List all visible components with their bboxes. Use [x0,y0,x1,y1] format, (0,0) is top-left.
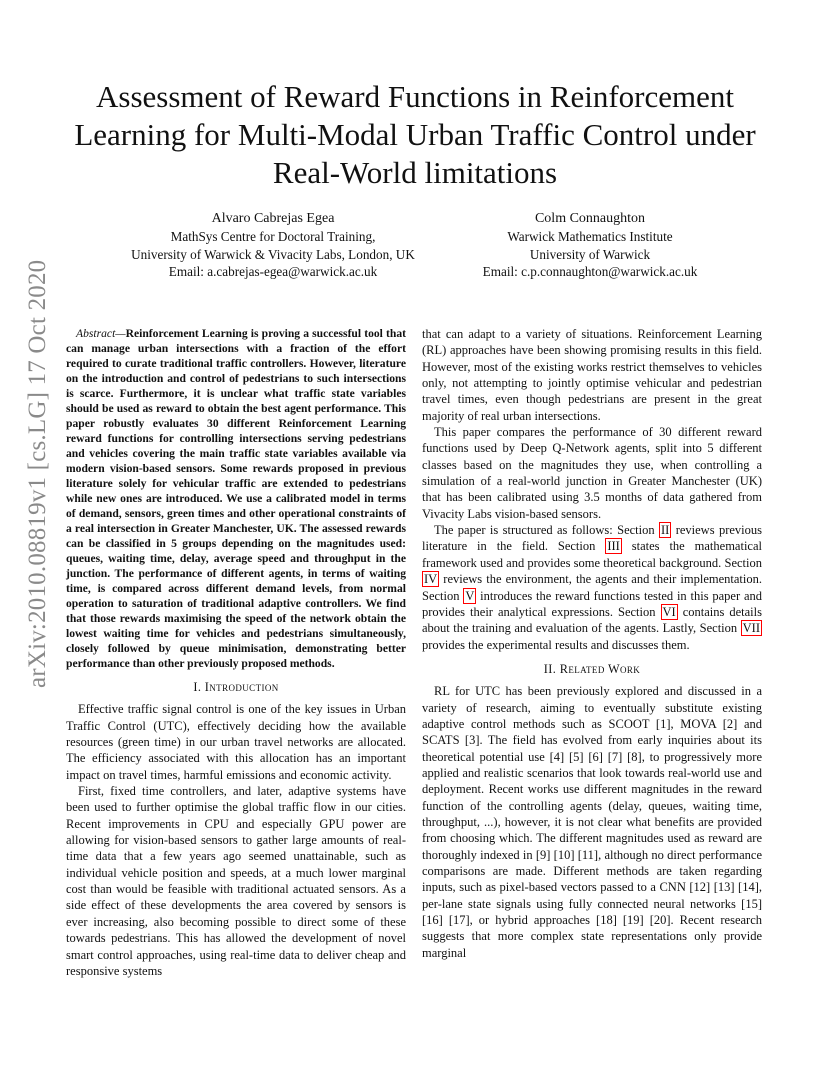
author-name: Colm Connaughton [534,211,646,226]
paper-title: Assessment of Reward Functions in Reinforcement Learning for Multi-Modal Urban Traffic Control under Real-World limitations [74,79,756,190]
intro-paragraph: This paper compares the performance of 30 different reward functions used by Deep Q-Network agents, split into 5 different classes based on the magnitudes they use, when controlling a simulation of a real-world junction in Greater Manchester (UK) that has been calibrated using 3.5 months of data gathered from Vivacity Labs vision-based sensors. [422,425,762,521]
paragraph-text: introduces the reward functions tested in this paper and provides their analytical expressions. Section [422,588,762,619]
paragraph-text: reviews the environment, the agents and their implementation. Section [422,572,762,603]
paragraph-text: provides the experimental results and discusses them. [422,637,690,652]
abstract-heading: Abstract— [76,327,126,340]
arxiv-stamp-text: arXiv:2010.08819v1 [cs.LG] 17 Oct 2020 [24,259,51,688]
author-email: Email: a.cabrejas-egea@warwick.ac.uk [168,264,378,279]
abstract [66,326,406,671]
section-link-vii[interactable]: VII [742,621,760,636]
section-link-vi[interactable]: VI [662,604,676,619]
arxiv-stamp [18,259,60,690]
paragraph-text: reviews previous literature in the field. Section [422,523,762,554]
author-affiliation: Warwick Mathematics Institute [507,229,673,244]
section-link-ii[interactable]: II [661,523,670,538]
left-column [66,326,406,979]
section-link-v[interactable]: V [465,588,475,603]
author-affiliation: University of Warwick [529,246,651,262]
section-link-iv[interactable]: IV [424,572,438,587]
structure-paragraph [422,522,762,653]
abstract-text: Reinforcement Learning is proving a successful tool that can manage urban intersections with a fraction of the effort required to curate traditional traffic controllers. However, literature on the introduction and control of pedestrians to such intersections is scarce. Furthermore, it is unclear what traffic state variables should be used as reward to obtain the best agent performance. This paper robustly evaluates 30 different Reinforcement Learning reward functions for controlling intersections serving pedestrians and vehicles covering the main traffic state variables available via modern vision-based sensors. Some rewards proposed in previous literature solely for vehicular traffic are extended to pedestrians while new ones are introduced. We use a calibrated model in terms of demand, sensors, green times and other operational constraints of a real intersection in Greater Manchester, UK. The assessed rewards can be classified in 5 groups depending on the magnitudes used: queues, waiting time, delay, average speed and throughput in the junction. The performance of different agents, in terms of waiting time, is compared across different demand levels, from normal operation to saturation of traditional adaptive controllers. We find that those rewards maximising the speed of the network obtain the lowest waiting time for vehicles and pedestrians simultaneously, closely followed by queue minimisation, demonstrating better performance than other previously proposed methods. [66,327,406,670]
section-link-iii[interactable]: III [607,539,620,554]
author-block-1 [118,210,428,281]
paragraph-text: The paper is structured as follows: Section [434,523,659,538]
intro-paragraph: First, fixed time controllers, and later, adaptive systems have been used to further optimise the global traffic flow in our cities. Recent improvements in CPU and especially GPU power are allowing for vision-based sensors to gather large amounts of real-time data that a few years ago seemed unattainable, such as individual vehicle position and speeds, at a much lower marginal cost than would be feasible with traditional actuated sensors. As a side effect of these developments the area covered by sensors is ever increasing, also becoming possible to direct some of these towards pedestrians. This has allowed the development of novel smart control approaches, using real-time data to deliver cheap and responsive systems [66,784,406,978]
author-affiliation: University of Warwick & Vivacity Labs, London, UK [131,246,415,262]
paragraph-text: states the mathematical framework used and provides some theoretical background. Section [422,539,762,570]
section-heading-related-work: II. Related Work [543,661,641,676]
paragraph-text: contains details about the training and evaluation of the agents. Lastly, Section [422,604,762,636]
intro-paragraph: Effective traffic signal control is one of the key issues in Urban Traffic Control (UTC), effectively deciding how the available resources (green time) in our urban travel networks are allocated. The efficiency associated with this allocation has an important impact on travel times, harmful emissions and economic activity. [66,702,406,782]
section-heading-introduction: I. Introduction [193,680,279,694]
intro-paragraph-continued: that can adapt to a variety of situations. Reinforcement Learning (RL) approaches have been showing promising results in this field. However, most of the existing works restrict themselves to vehicles only, not attempting to jointly optimise vehicular and pedestrian travel times, even though pedestrians are present in the great majority of real urban intersections. [422,327,762,423]
related-work-paragraph: RL for UTC has been previously explored and discussed in a variety of research, aiming to eventually substitute existing adaptive control methods such as SCOOT [1], MOVA [2] and SCATS [3]. The field has evolved from early inquiries about its theoretical potential use [4] [5] [6] [7] [8], to progressively more applied and realistic scenarios that look towards real-world use and deployment. Recent works use different magnitudes in the reward function of the controlling agents (delay, queues, waiting time, throughput, ...), however, it is not clear what benefits are provided from choosing which. The different magnitudes used as reward are thoroughly indexed in [9] [10] [11], although no direct performance comparisons are made. Different methods are taken regarding inputs, such as pixel-based vectors passed to a CNN [12] [13] [14], per-lane state signals using fully connected neural networks [15] [16] [17], or hybrid approaches [18] [19] [20]. Recent research suggests that more complex state representations only provide marginal [422,684,762,960]
author-block-2 [470,210,710,281]
author-name: Alvaro Cabrejas Egea [211,211,335,226]
author-email: Email: c.p.connaughton@warwick.ac.uk [482,264,698,279]
author-affiliation: MathSys Centre for Doctoral Training, [170,229,376,244]
right-column [422,326,762,961]
